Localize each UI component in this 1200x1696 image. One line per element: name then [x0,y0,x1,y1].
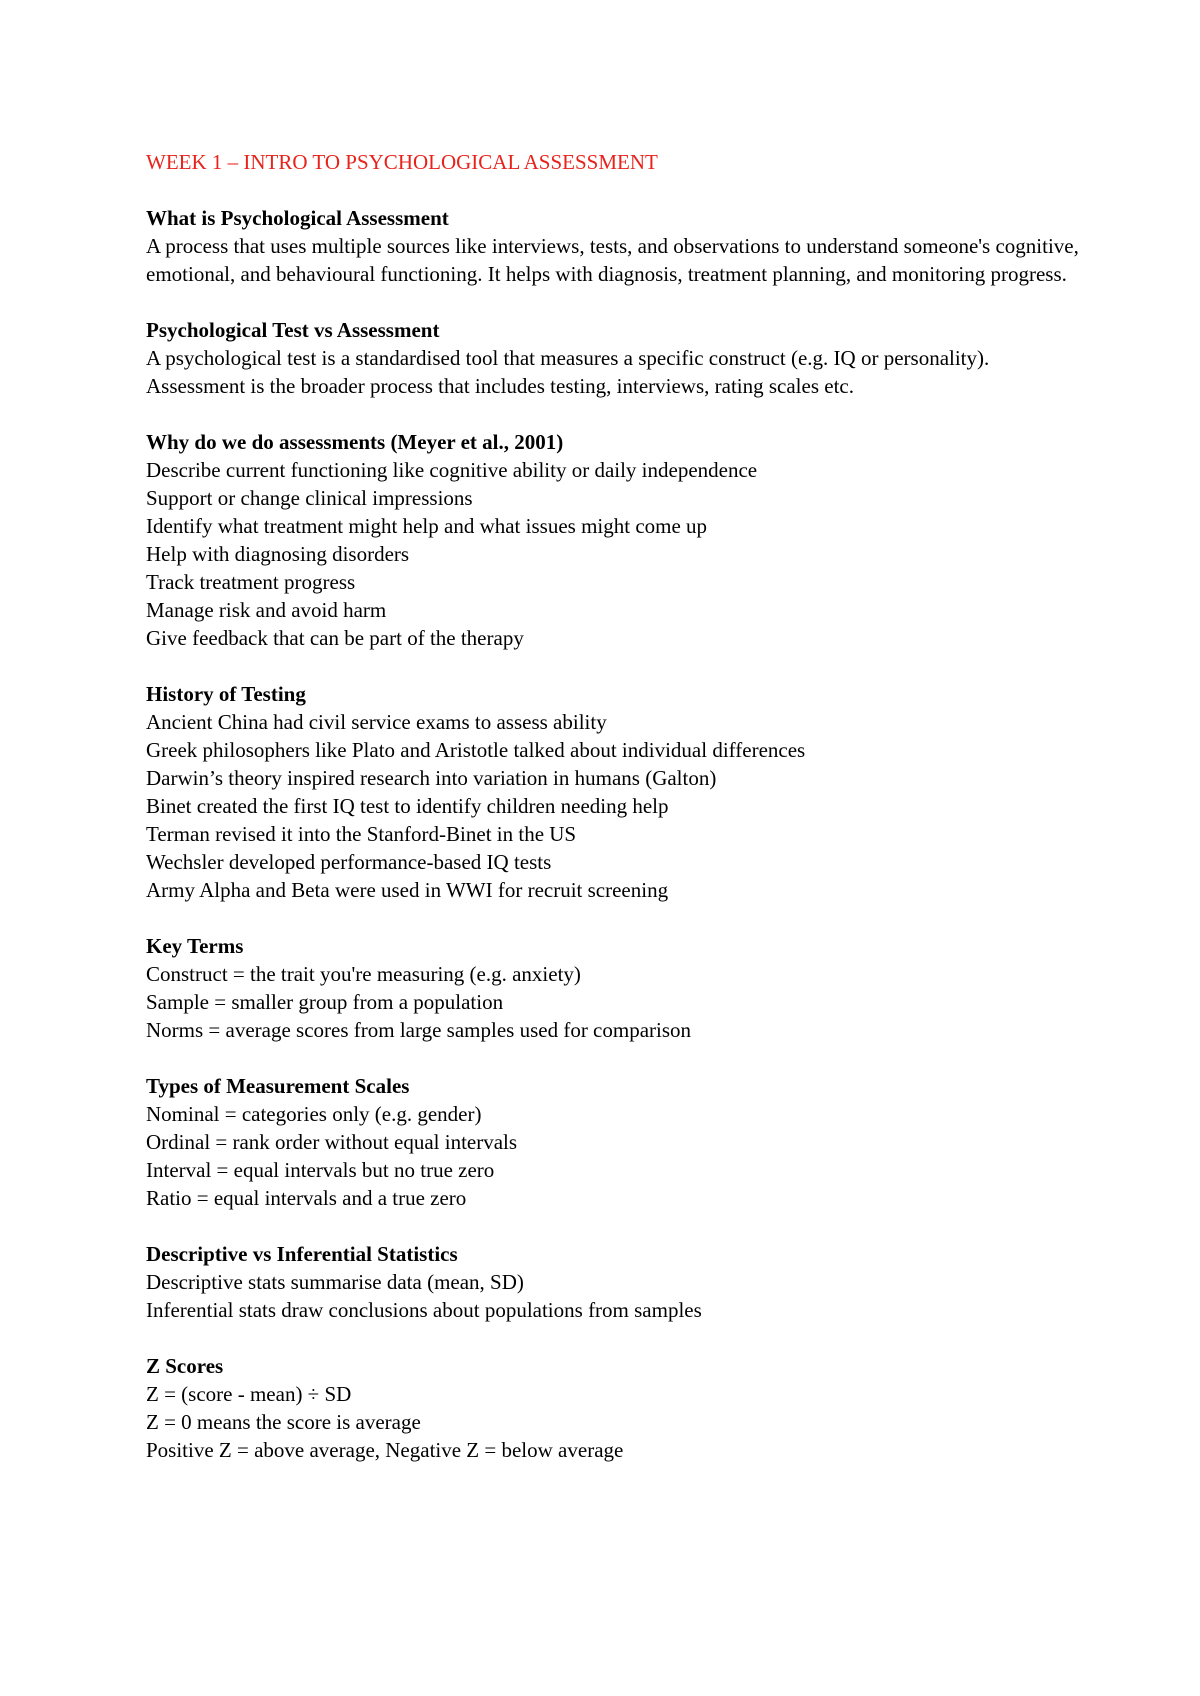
list-item: Descriptive stats summarise data (mean, SD) [146,1270,524,1294]
list-item: Sample = smaller group from a population [146,990,504,1014]
section-what-is-assessment [146,204,1086,288]
list-item: Ratio = equal intervals and a true zero [146,1186,467,1210]
section-heading: Key Terms [146,934,244,958]
list-item: Identify what treatment might help and what issues might come up [146,514,708,538]
list-item: Terman revised it into the Stanford-Binet in the US [146,822,577,846]
list-item: Darwin’s theory inspired research into variation in humans (Galton) [146,766,717,790]
section-heading: Z Scores [146,1354,224,1378]
list-item: Norms = average scores from large samples used for comparison [146,1018,692,1042]
list-item: Help with diagnosing disorders [146,542,410,566]
section-heading: Descriptive vs Inferential Statistics [146,1242,458,1266]
list-item: Give feedback that can be part of the therapy [146,626,524,650]
section-heading: Psychological Test vs Assessment [146,318,440,342]
section-key-terms [146,932,1086,1044]
section-heading: Types of Measurement Scales [146,1074,410,1098]
document-page [146,148,1086,1492]
document-title: WEEK 1 – INTRO TO PSYCHOLOGICAL ASSESSMENT [146,150,658,174]
list-item: Support or change clinical impressions [146,486,473,510]
list-item: Z = (score - mean) ÷ SD [146,1382,352,1406]
list-item: Army Alpha and Beta were used in WWI for recruit screening [146,878,669,902]
list-item: Wechsler developed performance-based IQ tests [146,850,552,874]
section-z-scores [146,1352,1086,1464]
section-heading: History of Testing [146,682,306,706]
list-item: Nominal = categories only (e.g. gender) [146,1102,482,1126]
list-item: Ordinal = rank order without equal intervals [146,1130,518,1154]
section-paragraph: A process that uses multiple sources like interviews, tests, and observations to understand someone's cognitive, emotional, and behavioural functioning. It helps with diagnosis, treatment planning, and monitoring progress. [146,234,1079,286]
list-item: Positive Z = above average, Negative Z = below average [146,1438,624,1462]
list-item: Manage risk and avoid harm [146,598,387,622]
section-paragraph: A psychological test is a standardised tool that measures a specific construct (e.g. IQ or personality). Assessment is the broader process that includes testing, interviews, rating scales etc. [146,346,990,398]
list-item: Construct = the trait you're measuring (e.g. anxiety) [146,962,581,986]
list-item: Binet created the first IQ test to identify children needing help [146,794,669,818]
list-item: Greek philosophers like Plato and Aristotle talked about individual differences [146,738,806,762]
list-item: Ancient China had civil service exams to assess ability [146,710,607,734]
section-why-assessments [146,428,1086,652]
list-item: Track treatment progress [146,570,356,594]
section-heading: What is Psychological Assessment [146,206,449,230]
section-descriptive-vs-inferential [146,1240,1086,1324]
section-heading: Why do we do assessments (Meyer et al., 2001) [146,430,564,454]
list-item: Z = 0 means the score is average [146,1410,421,1434]
section-test-vs-assessment [146,316,1086,400]
list-item: Describe current functioning like cognitive ability or daily independence [146,458,758,482]
section-history-of-testing [146,680,1086,904]
list-item: Inferential stats draw conclusions about populations from samples [146,1298,702,1322]
section-measurement-scales [146,1072,1086,1212]
list-item: Interval = equal intervals but no true zero [146,1158,495,1182]
